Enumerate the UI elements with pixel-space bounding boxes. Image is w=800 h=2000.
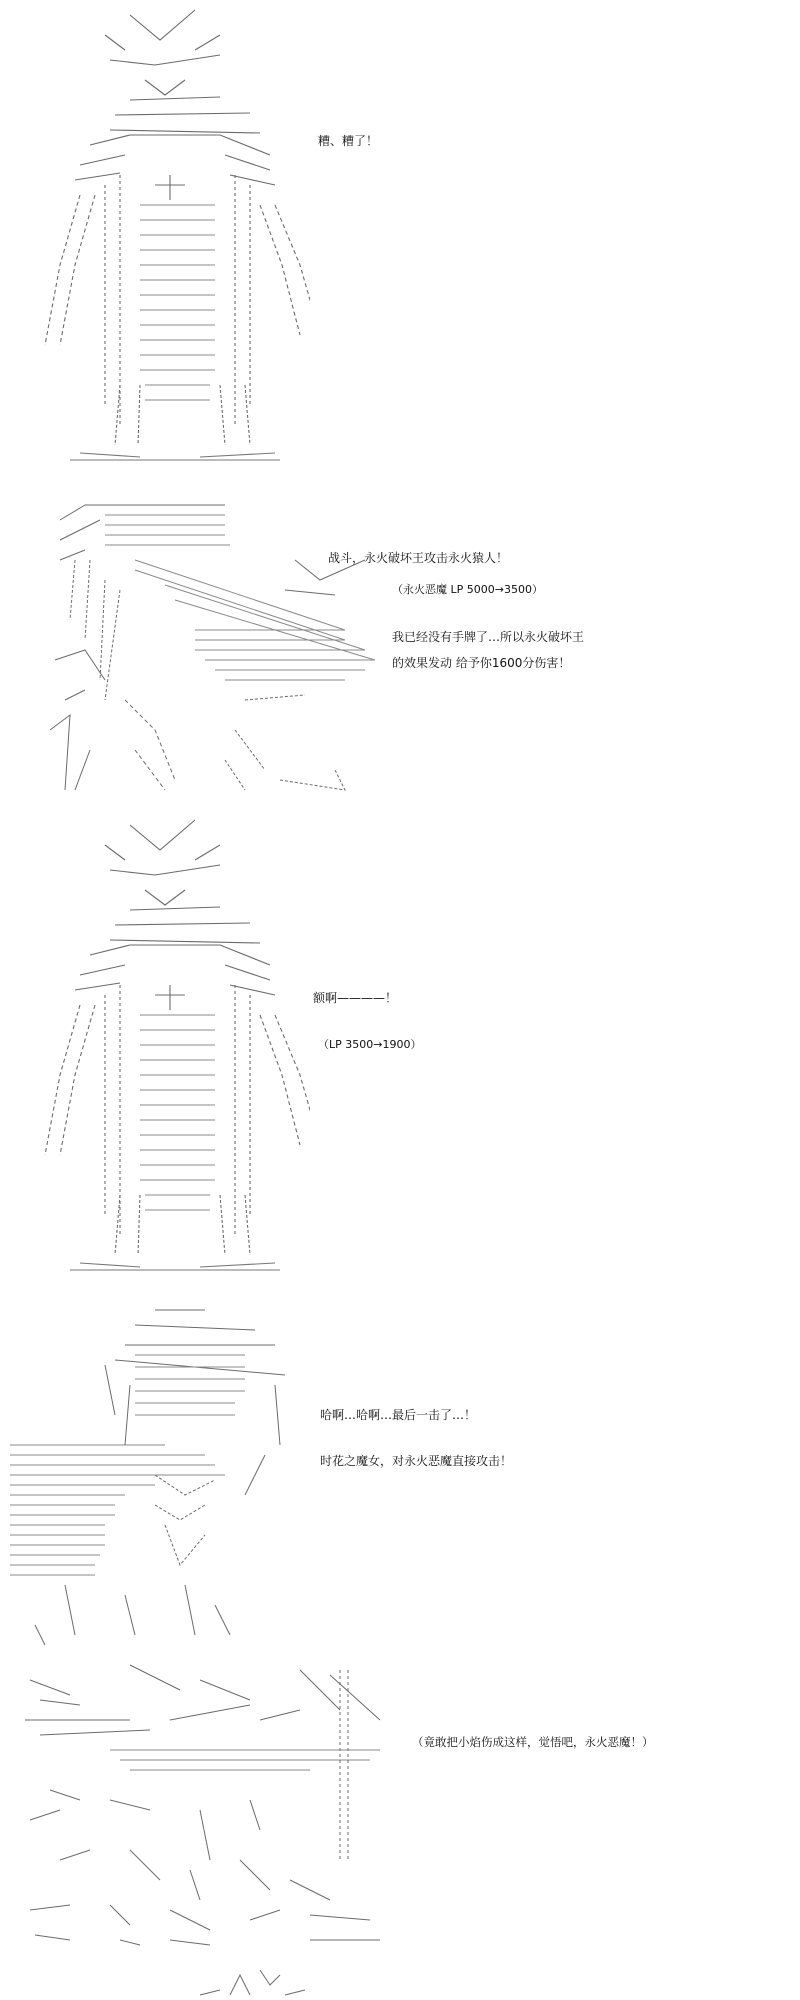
lp-change-note: （LP 3500→1900） — [318, 1038, 422, 1051]
armored-figure-ascii-art — [20, 5, 310, 465]
panel-1 — [0, 0, 800, 470]
dialogue-line: 哈啊…哈啊…最后一击了…！ — [320, 1408, 477, 1422]
armored-figure-ascii-art — [20, 815, 310, 1275]
panel-5 — [0, 1660, 800, 1960]
dialogue-line: 的效果发动 给予你1600分伤害！ — [392, 656, 571, 670]
dialogue-line: 额啊————！ — [313, 991, 398, 1005]
witch-figure-ascii-art — [5, 1305, 305, 1650]
panel-6 — [0, 1965, 800, 2000]
panel-4 — [0, 1300, 800, 1660]
lp-change-note: （永火恶魔 LP 5000→3500） — [392, 583, 543, 596]
panel-3 — [0, 815, 800, 1285]
partial-figure-ascii-art — [170, 1965, 320, 2000]
dialogue-line: 时花之魔女，对永火恶魔直接攻击！ — [320, 1454, 513, 1468]
dialogue-line: 糟、糟了！ — [318, 134, 379, 148]
dialogue-line: 我已经没有手牌了…所以永火破坏王 — [392, 630, 585, 644]
battle-scene-ascii-art — [10, 1660, 400, 1960]
dialogue-line: （竟敢把小焰伤成这样，觉悟吧，永火恶魔！） — [412, 1735, 654, 1749]
dialogue-line: 战斗，永火破坏王攻击永火猿人！ — [328, 551, 509, 565]
attack-beam-ascii-art — [45, 500, 385, 800]
panel-2 — [0, 490, 800, 810]
